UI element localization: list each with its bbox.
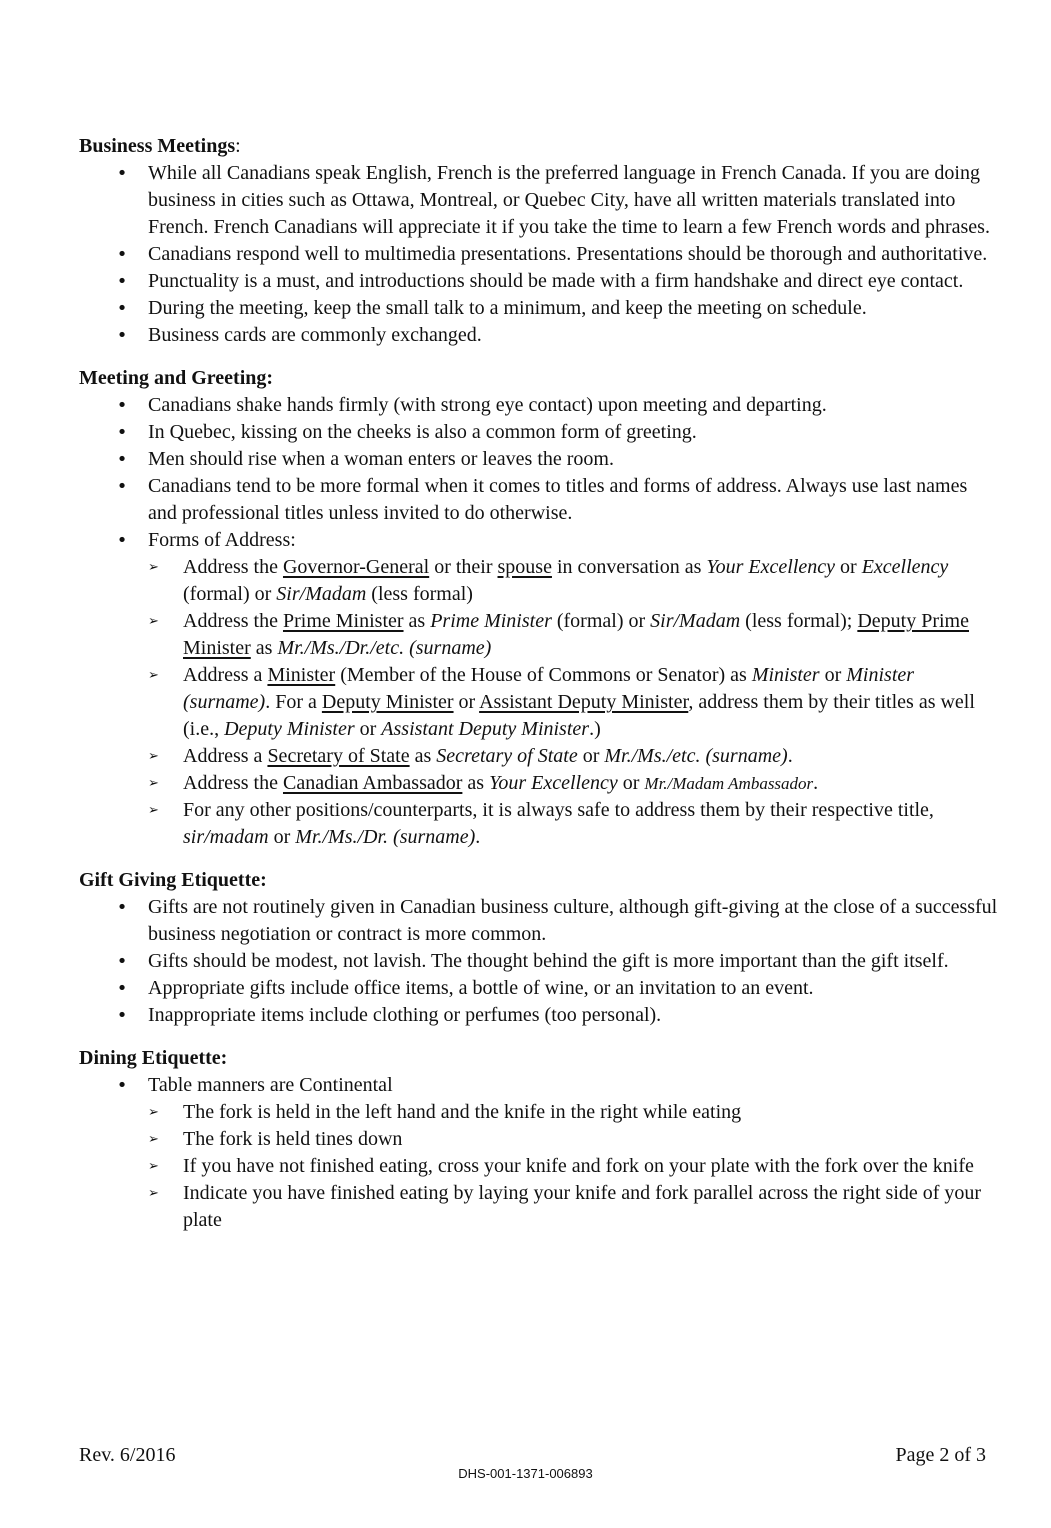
list-item	[79, 975, 999, 1002]
underlined-title: Deputy Prime Minister	[183, 610, 969, 659]
list-item-text: Table manners are Continental	[148, 1074, 393, 1096]
bullet-icon: •	[116, 325, 128, 346]
list-item-text: Inappropriate items include clothing or perfumes (too personal).	[148, 1004, 662, 1026]
text-run: as	[250, 637, 278, 659]
arrow-bullet-icon: ➢	[148, 1159, 159, 1174]
list-item	[79, 446, 999, 473]
underlined-title: Canadian Ambassador	[282, 772, 463, 794]
list-item	[79, 160, 999, 241]
text-run: as	[403, 610, 431, 632]
footer-revision: Rev. 6/2016	[79, 1444, 176, 1466]
text-run: (less formal)	[366, 583, 473, 605]
list-item	[79, 322, 999, 349]
text-run: or	[819, 664, 847, 686]
italic-text: Mr./Ms./Dr./etc. (surname)	[277, 637, 492, 659]
list-item-text: Appropriate gifts include office items, a bottle of wine, or an invitation to an event.	[148, 977, 814, 999]
italic-text: Mr./Ms./etc. (surname)	[604, 745, 788, 767]
italic-text: Sir/Madam	[276, 583, 367, 605]
text-run: or	[617, 772, 645, 794]
italic-text: Minister	[751, 664, 820, 686]
underlined-title: Deputy Minister	[321, 691, 454, 713]
list-item	[79, 1072, 999, 1234]
arrow-bullet-icon: ➢	[148, 803, 159, 818]
list-item-text: Business cards are commonly exchanged.	[148, 324, 482, 346]
text-run: . For a	[265, 691, 322, 713]
text-run: .	[787, 745, 793, 767]
sub-list-item-text: The fork is held in the left hand and the knife in the right while eating	[183, 1101, 742, 1123]
italic-text: Minister (surname)	[183, 664, 915, 713]
italic-text: Sir/Madam	[650, 610, 741, 632]
arrow-bullet-icon: ➢	[148, 1132, 159, 1147]
bullet-icon: •	[116, 978, 128, 999]
bullet-icon: •	[116, 951, 128, 972]
section-heading	[79, 133, 999, 160]
arrow-bullet-icon: ➢	[148, 749, 159, 764]
bullet-list	[79, 1072, 999, 1234]
text-run: Address the	[183, 772, 283, 794]
sub-list-item	[148, 608, 999, 662]
bullet-icon: •	[116, 1075, 128, 1096]
text-run: .	[813, 772, 819, 794]
sub-list-item	[148, 1153, 999, 1180]
list-item	[79, 392, 999, 419]
document-body	[79, 133, 999, 1250]
text-run: Address a	[183, 745, 268, 767]
list-item-text: In Quebec, kissing on the cheeks is also a common form of greeting.	[148, 421, 697, 443]
list-item-text: Punctuality is a must, and introductions should be made with a firm handshake and direct eye contact.	[148, 270, 964, 292]
section-business-meetings	[79, 133, 999, 349]
list-item	[79, 1002, 999, 1029]
arrow-bullet-icon: ➢	[148, 668, 159, 683]
list-item-text: Canadians respond well to multimedia presentations. Presentations should be thorough and authoritative.	[148, 243, 988, 265]
sub-list-item	[148, 797, 999, 851]
bullet-icon: •	[116, 530, 128, 551]
list-item-text: While all Canadians speak English, French is the preferred language in French Canada. If you are doing business in cities such as Ottawa, Montreal, or Quebec City, have all written materials translated into French. French Canadians will appreciate it if you take the time to learn a few French words and phrases.	[148, 162, 990, 238]
underlined-title: Minister	[267, 664, 336, 686]
section-meeting-greeting	[79, 365, 999, 851]
italic-text: Assistant Deputy Minister	[381, 718, 590, 740]
sub-list-item	[148, 743, 999, 770]
italic-text: Mr./Madam Ambassador	[644, 774, 814, 793]
list-item-text: Gifts are not routinely given in Canadian business culture, although gift-giving at the close of a successful business negotiation or contract is more common.	[148, 896, 998, 945]
arrow-bullet-icon: ➢	[148, 614, 159, 629]
forms-of-address-list	[148, 554, 999, 851]
list-item-text: Forms of Address:	[148, 529, 296, 551]
list-item	[79, 419, 999, 446]
list-item	[79, 473, 999, 527]
table-manners-list	[148, 1099, 999, 1234]
text-run: or their	[429, 556, 498, 578]
text-run: (less formal);	[740, 610, 858, 632]
text-run: Address the	[183, 556, 283, 578]
bullet-icon: •	[116, 449, 128, 470]
text-run: (formal) or	[183, 583, 277, 605]
bullet-icon: •	[116, 298, 128, 319]
sub-list-item-text: The fork is held tines down	[183, 1128, 403, 1150]
bullet-icon: •	[116, 422, 128, 443]
arrow-bullet-icon: ➢	[148, 560, 159, 575]
list-item-text: Canadians tend to be more formal when it comes to titles and forms of address. Always use last names and professional titles unless invited to do otherwise.	[148, 475, 968, 524]
bullet-icon: •	[116, 395, 128, 416]
section-dining	[79, 1045, 999, 1234]
list-item	[79, 241, 999, 268]
italic-text: Secretary of State	[436, 745, 578, 767]
heading-text: Business Meetings	[79, 135, 236, 157]
footer-page-number: Page 2 of 3	[895, 1444, 986, 1466]
list-item-text: Canadians shake hands firmly (with strong eye contact) upon meeting and departing.	[148, 394, 827, 416]
sub-list-item-text: If you have not finished eating, cross your knife and fork on your plate with the fork over the knife	[183, 1155, 974, 1177]
text-run: or	[268, 826, 296, 848]
list-item	[79, 894, 999, 948]
bullet-list	[79, 160, 999, 349]
bullet-icon: •	[116, 476, 128, 497]
section-gift-giving	[79, 867, 999, 1029]
underlined-title: Governor-General	[282, 556, 430, 578]
section-heading: Dining Etiquette:	[79, 1047, 228, 1069]
text-run: (formal) or	[551, 610, 651, 632]
italic-text: Your Excellency	[489, 772, 618, 794]
sub-list-item	[148, 662, 999, 743]
text-run: or	[354, 718, 382, 740]
bullet-icon: •	[116, 244, 128, 265]
italic-text: Mr./Ms./Dr. (surname)	[295, 826, 476, 848]
text-run: For any other positions/counterparts, it is always safe to address them by their respective title,	[183, 799, 934, 821]
arrow-bullet-icon: ➢	[148, 1186, 159, 1201]
list-item-text: During the meeting, keep the small talk to a minimum, and keep the meeting on schedule.	[148, 297, 867, 319]
text-run: .	[475, 826, 481, 848]
text-run: or	[577, 745, 605, 767]
text-run: in conversation as	[551, 556, 707, 578]
sub-list-item	[148, 1099, 999, 1126]
list-item-text: Gifts should be modest, not lavish. The thought behind the gift is more important than the gift itself.	[148, 950, 949, 972]
text-run: as	[409, 745, 437, 767]
text-run: as	[462, 772, 490, 794]
section-heading: Gift Giving Etiquette:	[79, 869, 267, 891]
list-item	[79, 268, 999, 295]
arrow-bullet-icon: ➢	[148, 1105, 159, 1120]
footer-document-id: DHS-001-1371-006893	[458, 1466, 593, 1481]
section-heading: Meeting and Greeting:	[79, 367, 274, 389]
sub-list-item	[148, 1126, 999, 1153]
underlined-title: Assistant Deputy Minister	[479, 691, 689, 713]
italic-text: Prime Minister	[430, 610, 552, 632]
text-run: .)	[589, 718, 601, 740]
bullet-list	[79, 392, 999, 851]
list-item-text: Men should rise when a woman enters or leaves the room.	[148, 448, 614, 470]
italic-text: sir/madam	[183, 826, 269, 848]
sub-list-item-text: Indicate you have finished eating by laying your knife and fork parallel across the right side of your plate	[183, 1182, 982, 1231]
bullet-icon: •	[116, 163, 128, 184]
text-run: , address them by their titles as well (i.e.,	[183, 691, 975, 740]
list-item	[79, 527, 999, 851]
sub-list-item	[148, 770, 999, 797]
list-item	[79, 948, 999, 975]
bullet-icon: •	[116, 1005, 128, 1026]
text-run: Address a	[183, 664, 268, 686]
bullet-icon: •	[116, 897, 128, 918]
italic-text: Your Excellency	[706, 556, 836, 578]
italic-text: Deputy Minister	[224, 718, 355, 740]
underlined-title: Prime Minister	[282, 610, 404, 632]
text-run: Address the	[183, 610, 283, 632]
arrow-bullet-icon: ➢	[148, 776, 159, 791]
text-run: (Member of the House of Commons or Senator) as	[335, 664, 752, 686]
underlined-title: Secretary of State	[267, 745, 410, 767]
sub-list-item	[148, 1180, 999, 1234]
text-run: or	[453, 691, 480, 713]
text-run: or	[835, 556, 862, 578]
list-item	[79, 295, 999, 322]
heading-colon: :	[235, 135, 241, 157]
italic-text: Excellency	[861, 556, 949, 578]
bullet-icon: •	[116, 271, 128, 292]
bullet-list	[79, 894, 999, 1029]
sub-list-item	[148, 554, 999, 608]
underlined-title: spouse	[497, 556, 552, 578]
